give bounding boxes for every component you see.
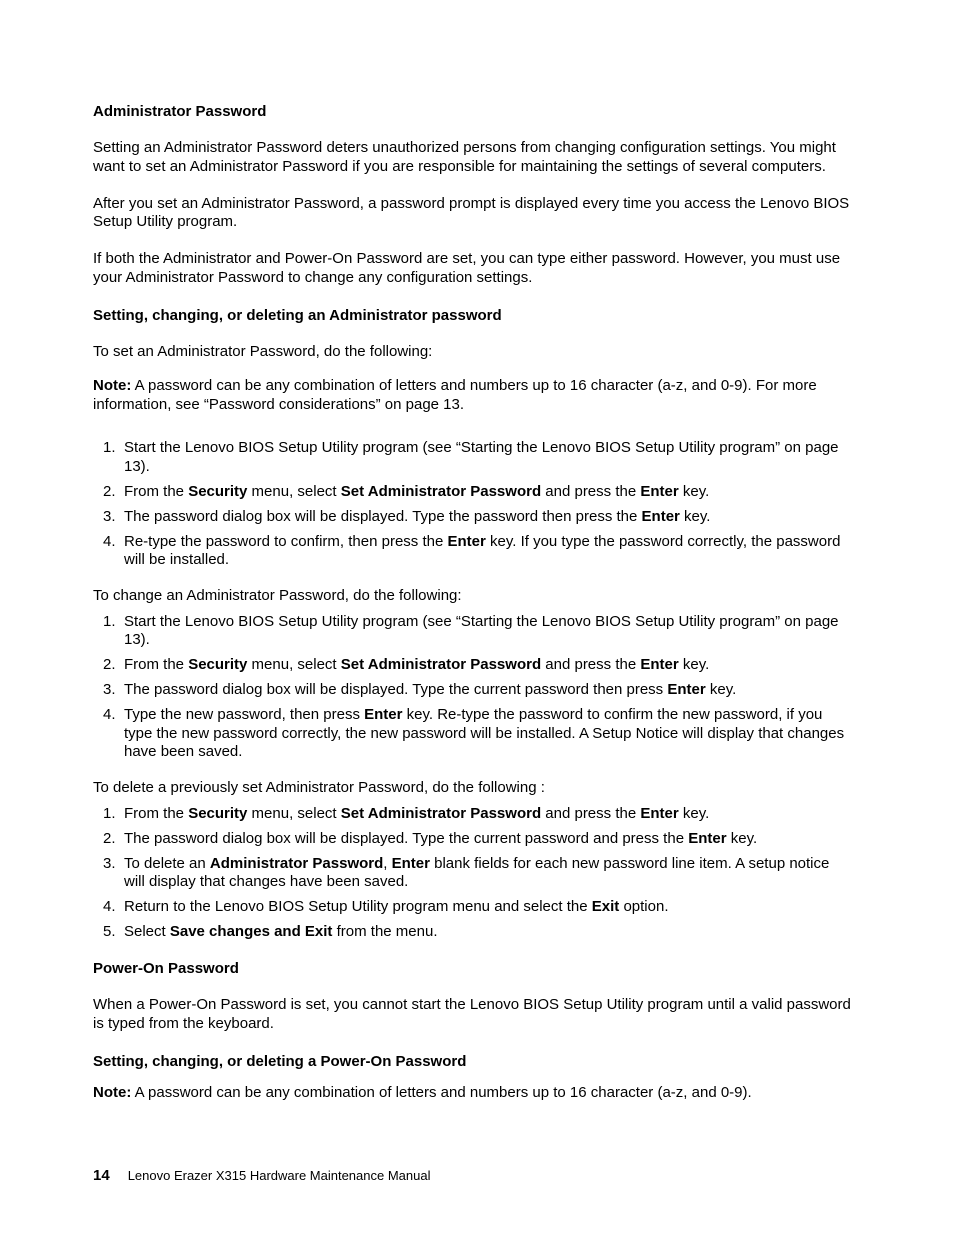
step-text: key. If you type the password correctly, the password will be installed. [124, 532, 841, 568]
step-text: menu, select [247, 656, 341, 673]
paragraph: To delete a previously set Administrator Password, do the following : [93, 779, 545, 796]
step-bold: Enter [640, 656, 679, 673]
note-paragraph [93, 1084, 853, 1103]
step-bold: Enter [640, 482, 679, 500]
step-bold: Enter [667, 681, 706, 698]
step-text: and press the [541, 656, 641, 673]
list-number: 1. [103, 804, 116, 822]
paragraph: To set an Administrator Password, do the following: [93, 343, 433, 360]
subsection-heading-power-on-password: Setting, changing, or deleting a Power-On Password [93, 1053, 467, 1070]
paragraph: When a Power-On Password is set, you cannot start the Lenovo BIOS Setup Utility program until a valid password is typed from the keyboard. [93, 996, 851, 1032]
step-text: menu, select [247, 482, 341, 500]
note-paragraph [93, 377, 853, 414]
step-text: Start the Lenovo BIOS Setup Utility program (see “Starting the Lenovo BIOS Setup Utility program” on page 13). [124, 612, 839, 648]
step-text: menu, select [247, 804, 341, 822]
list-item [93, 483, 853, 502]
step-bold: Security [188, 804, 248, 822]
step-text: key. Re-type the password to confirm the new password, if you type the new password correctly, the new password will be installed. A Setup Notice will display that changes have been saved. [124, 706, 845, 760]
page-number: 14 [93, 1167, 110, 1184]
list-number: 1. [103, 612, 116, 630]
step-text: The password dialog box will be displayed. Type the current password and press the [124, 829, 689, 847]
step-text: and press the [541, 804, 641, 822]
list-item [93, 613, 853, 650]
step-bold: Enter [364, 706, 403, 723]
step-bold: Set Administrator Password [340, 482, 542, 500]
step-text: Return to the Lenovo BIOS Setup Utility program menu and select the [124, 898, 592, 915]
delete-password-steps [93, 805, 853, 942]
step-text: key. [678, 482, 710, 500]
step-text: , [383, 854, 392, 872]
step-bold: Save changes and Exit [169, 923, 333, 940]
note-label: Note: [93, 377, 132, 394]
list-item [93, 923, 853, 942]
step-text: blank fields for each new password line item. A setup notice will display that changes have been saved. [124, 854, 830, 890]
step-text: key. [678, 804, 710, 822]
step-bold: Exit [591, 898, 620, 915]
step-text: From the [124, 804, 189, 822]
step-bold: Enter [447, 532, 486, 550]
list-number: 2. [103, 656, 116, 673]
note-text: A password can be any combination of letters and numbers up to 16 character (a-z, and 0-9). For more information, see “Password considerations” on page 13. [93, 377, 817, 413]
note-label: Note: [93, 1084, 132, 1101]
step-text: Re-type the password to confirm, then press the [124, 532, 448, 550]
page-footer [93, 1167, 430, 1184]
note-text: A password can be any combination of letters and numbers up to 16 character (a-z, and 0-9). [131, 1084, 752, 1101]
step-bold: Administrator Password [209, 854, 384, 872]
list-item [93, 898, 853, 917]
list-item [93, 830, 853, 849]
step-text: The password dialog box will be displayed. Type the password then press the [124, 507, 642, 525]
list-number: 4. [103, 532, 116, 550]
step-text: Select [124, 923, 170, 940]
step-text: and press the [541, 482, 641, 500]
list-item [93, 805, 853, 824]
list-item [93, 681, 853, 700]
list-item [93, 656, 853, 675]
list-item [93, 508, 853, 527]
step-bold: Security [188, 482, 248, 500]
step-bold: Enter [641, 507, 680, 525]
step-bold: Set Administrator Password [340, 656, 542, 673]
subsection-heading-admin-password: Setting, changing, or deleting an Administrator password [93, 307, 502, 324]
set-password-steps [93, 439, 853, 570]
step-text: from the menu. [332, 923, 438, 940]
step-text: Start the Lenovo BIOS Setup Utility program (see “Starting the Lenovo BIOS Setup Utility program” on page 13). [124, 439, 839, 475]
step-text: Type the new password, then press [124, 706, 365, 723]
step-bold: Enter [391, 854, 430, 872]
paragraph: To change an Administrator Password, do the following: [93, 587, 462, 604]
step-bold: Security [188, 656, 248, 673]
step-text: key. [726, 829, 758, 847]
list-item [93, 706, 853, 762]
step-text: key. [679, 507, 711, 525]
step-text: From the [124, 482, 189, 500]
step-text: key. [705, 681, 737, 698]
paragraph: Setting an Administrator Password deters unauthorized persons from changing configuration settings. You might want to set an Administrator Password if you are responsible for maintaining the settings of several computers. [93, 139, 836, 175]
list-number: 4. [103, 898, 116, 915]
list-number: 2. [103, 482, 116, 500]
step-text: From the [124, 656, 189, 673]
list-item [93, 855, 853, 892]
section-heading-power-on-password: Power-On Password [93, 960, 239, 977]
list-number: 2. [103, 829, 116, 847]
list-number: 4. [103, 706, 116, 723]
step-bold: Set Administrator Password [340, 804, 542, 822]
paragraph: If both the Administrator and Power-On Password are set, you can type either password. However, you must use your Administrator Password to change any configuration settings. [93, 250, 841, 286]
step-text: The password dialog box will be displayed. Type the current password then press [124, 681, 668, 698]
step-bold: Enter [688, 829, 727, 847]
manual-title: Lenovo Erazer X315 Hardware Maintenance Manual [127, 1168, 431, 1183]
step-text: option. [619, 898, 669, 915]
list-number: 3. [103, 854, 116, 872]
list-number: 3. [103, 507, 116, 525]
section-heading-administrator-password: Administrator Password [93, 103, 267, 120]
list-number: 5. [103, 923, 116, 940]
document-page [93, 102, 853, 1103]
step-bold: Enter [640, 804, 679, 822]
list-item [93, 533, 853, 570]
list-number: 1. [103, 439, 116, 456]
step-text: key. [678, 656, 710, 673]
list-item [93, 439, 853, 476]
paragraph: After you set an Administrator Password, a password prompt is displayed every time you access the Lenovo BIOS Setup Utility program. [93, 194, 850, 230]
change-password-steps [93, 613, 853, 762]
step-text: To delete an [124, 854, 210, 872]
list-number: 3. [103, 681, 116, 698]
